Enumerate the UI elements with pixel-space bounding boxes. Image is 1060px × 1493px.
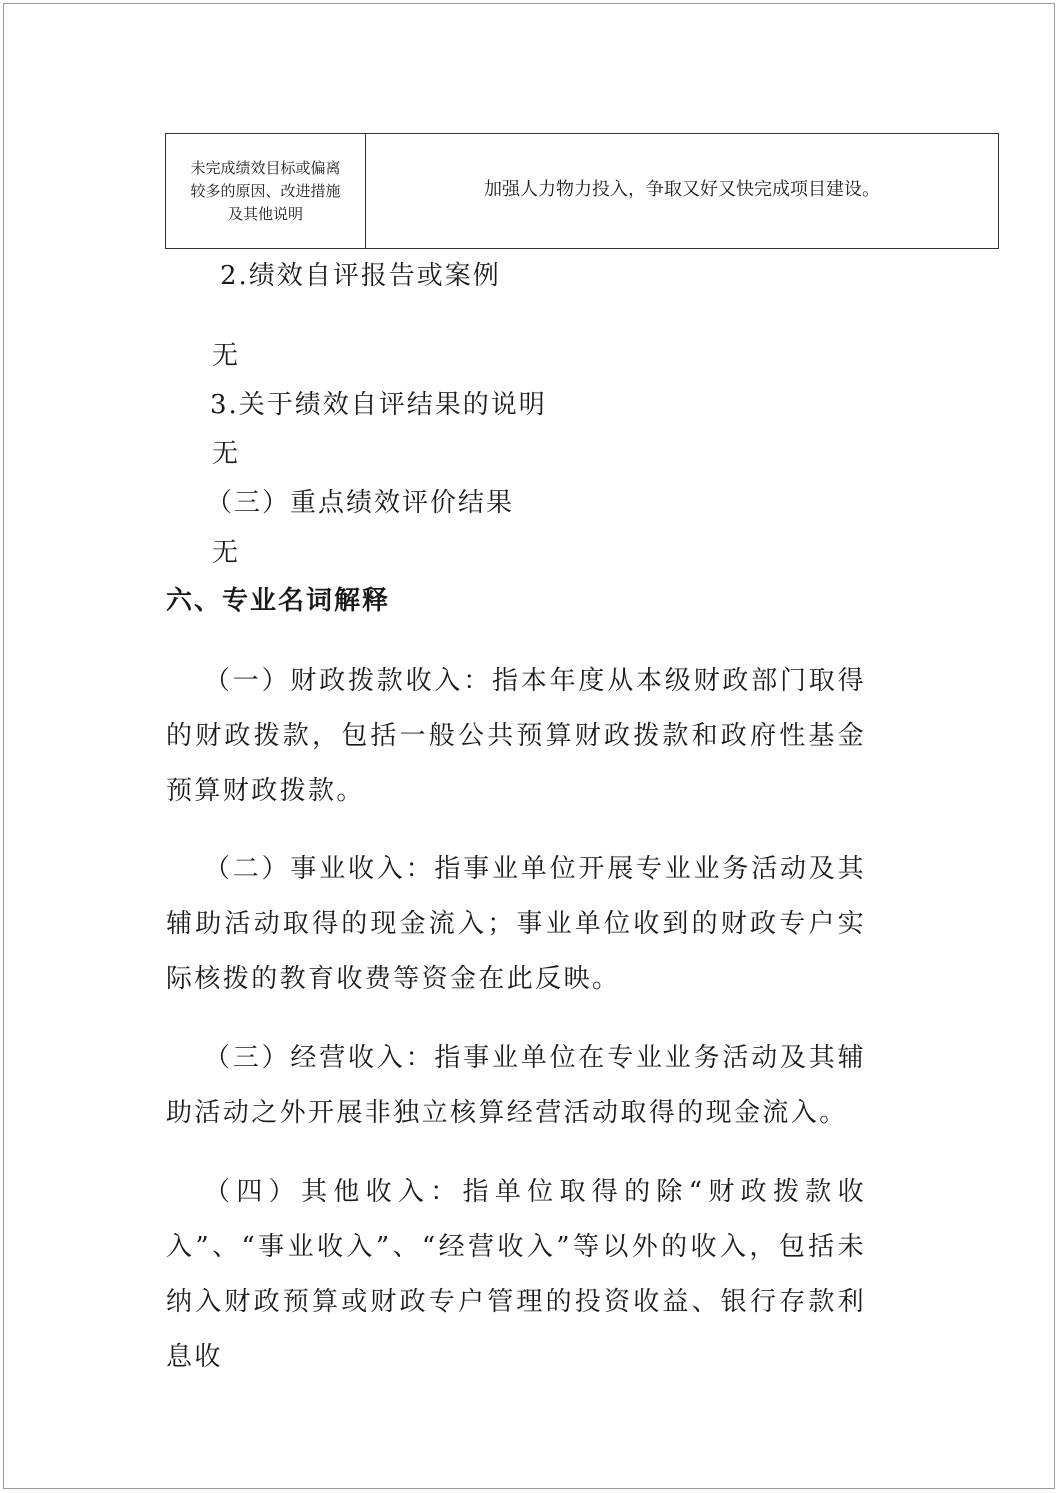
key-evaluation-heading: （三）重点绩效评价结果: [206, 488, 515, 518]
definition-paragraph: （三）经营收入：指事业单位在专业业务活动及其辅助活动之外开展非独立核算经营活动取得的现金流入。: [166, 1043, 866, 1128]
table-label-line: 未完成绩效目标或偏离: [190, 158, 341, 177]
definition-paragraph: （四）其他收入：指单位取得的除“财政拨款收入”、“事业收入”、“经营收入”等以外的收入，包括未纳入财政预算或财政专户管理的投资收益、银行存款利息收: [166, 1177, 866, 1372]
key-evaluation-body: 无: [212, 538, 241, 568]
table-label-line: 较多的原因、改进措施: [190, 181, 341, 200]
table-label-cell: [166, 134, 366, 249]
table-label-line: 及其他说明: [227, 204, 303, 223]
table-row: [166, 134, 999, 249]
definition-paragraph: （一）财政拨款收入：指本年度从本级财政部门取得的财政拨款，包括一般公共预算财政拨款和政府性基金预算财政拨款。: [166, 666, 866, 806]
performance-explanation-table: [165, 133, 999, 249]
section-3-heading: 3.关于绩效自评结果的说明: [210, 390, 547, 420]
section-2-body: 无: [212, 341, 241, 371]
definition-paragraph: （二）事业收入：指事业单位开展专业业务活动及其辅助活动取得的现金流入；事业单位收到的财政专户实际核拨的教育收费等资金在此反映。: [166, 854, 866, 994]
glossary-heading: 六、专业名词解释: [166, 586, 391, 616]
table-value-cell: 加强人力物力投入，争取又好又快完成项目建设。: [366, 134, 999, 249]
section-2-heading: 2.绩效自评报告或案例: [220, 261, 501, 291]
section-3-body: 无: [212, 439, 241, 469]
